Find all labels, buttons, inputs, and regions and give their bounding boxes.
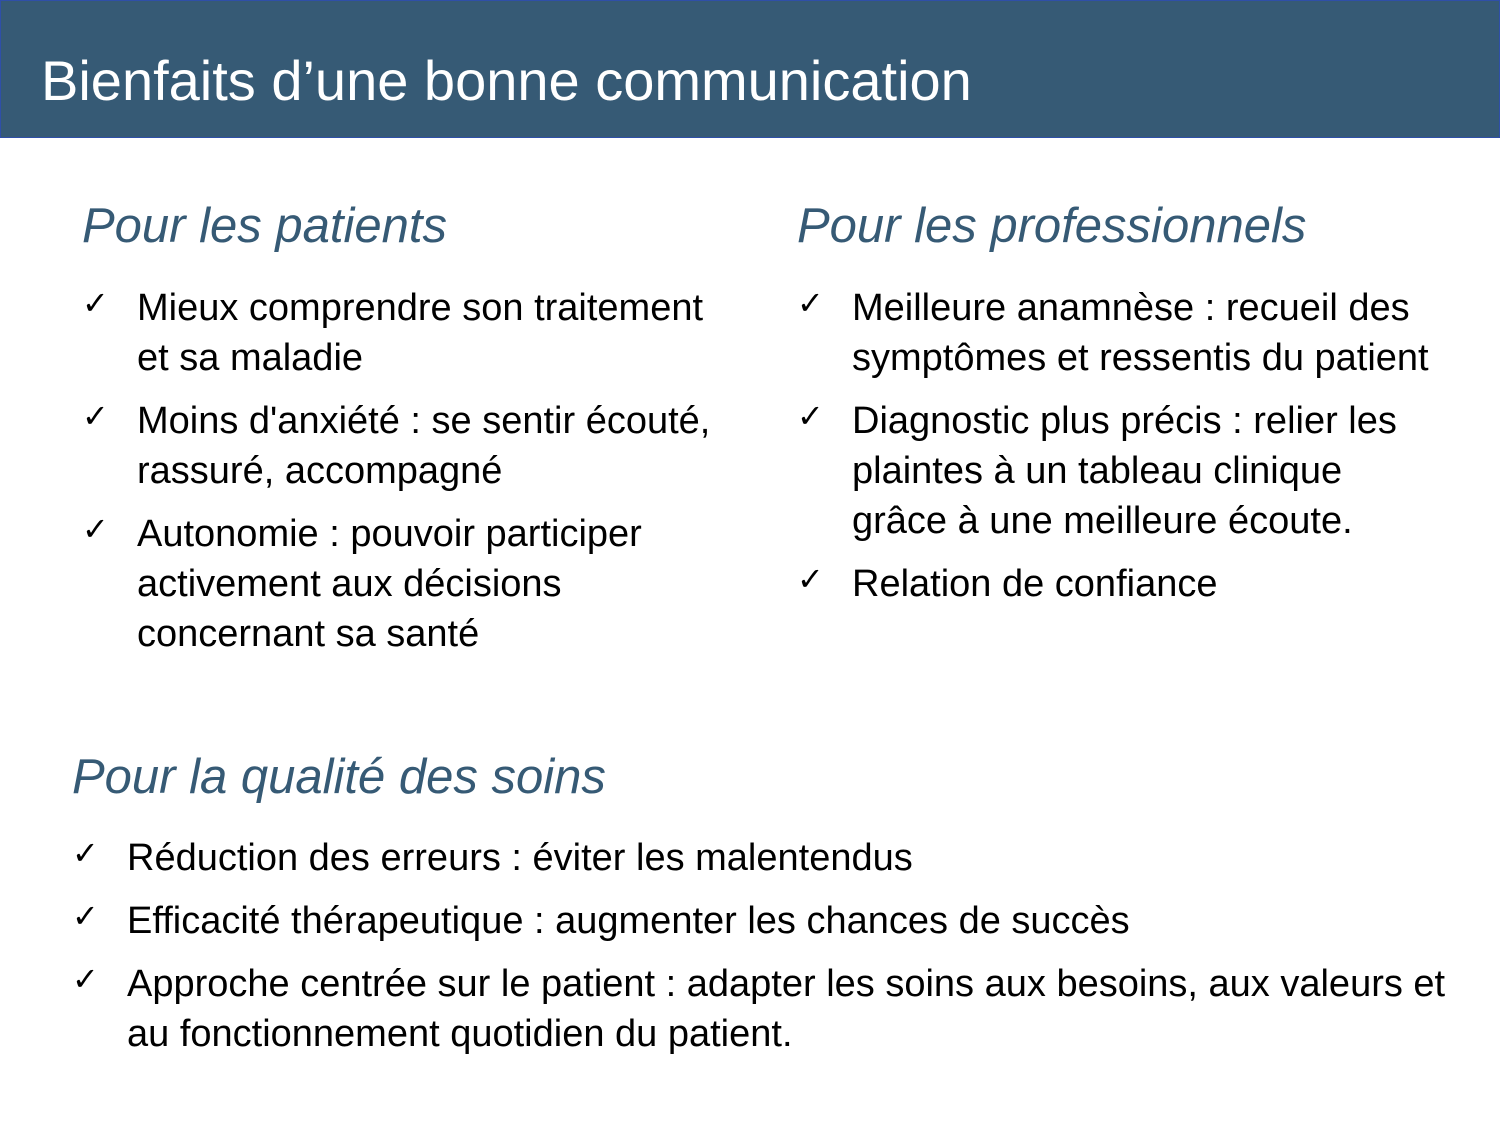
list-item-text: Autonomie : pouvoir participer activement aux décisions concernant sa santé (137, 513, 642, 655)
section-title-patients: Pour les patients (82, 199, 447, 253)
list-item (82, 396, 742, 496)
check-mark-icon: ✓ (797, 284, 824, 322)
list-item (82, 283, 742, 383)
list-item-text: Mieux comprendre son traitement et sa maladie (137, 287, 704, 379)
section-title-qualite: Pour la qualité des soins (72, 750, 606, 804)
list-item-text: Relation de confiance (852, 563, 1218, 605)
list-item-text: Moins d'anxiété : se sentir écouté, rassuré, accompagné (137, 400, 711, 492)
list-item (72, 896, 1452, 946)
list-item-text: Diagnostic plus précis : relier les plaintes à un tableau clinique grâce à une meilleure écoute. (852, 400, 1397, 542)
check-mark-icon: ✓ (72, 897, 99, 935)
check-mark-icon: ✓ (82, 284, 109, 322)
list-item (82, 509, 742, 659)
slide-title: Bienfaits d’une bonne communication (41, 49, 972, 112)
list-item (72, 959, 1452, 1059)
check-mark-icon: ✓ (797, 560, 824, 598)
list-professionnels (797, 283, 1437, 622)
section-title-professionnels: Pour les professionnels (797, 199, 1307, 253)
list-qualite (72, 833, 1452, 1072)
list-patients (82, 283, 742, 672)
slide-header (0, 0, 1500, 138)
list-item (797, 559, 1437, 609)
list-item-text: Efficacité thérapeutique : augmenter les chances de succès (127, 900, 1130, 942)
list-item-text: Réduction des erreurs : éviter les malentendus (127, 837, 913, 879)
check-mark-icon: ✓ (72, 834, 99, 872)
list-item (797, 283, 1437, 383)
list-item-text: Meilleure anamnèse : recueil des symptômes et ressentis du patient (852, 287, 1429, 379)
check-mark-icon: ✓ (82, 397, 109, 435)
check-mark-icon: ✓ (72, 960, 99, 998)
list-item (797, 396, 1437, 546)
list-item-text: Approche centrée sur le patient : adapter les soins aux besoins, aux valeurs et au fonctionnement quotidien du patient. (127, 963, 1446, 1055)
check-mark-icon: ✓ (797, 397, 824, 435)
list-item (72, 833, 1452, 883)
check-mark-icon: ✓ (82, 510, 109, 548)
